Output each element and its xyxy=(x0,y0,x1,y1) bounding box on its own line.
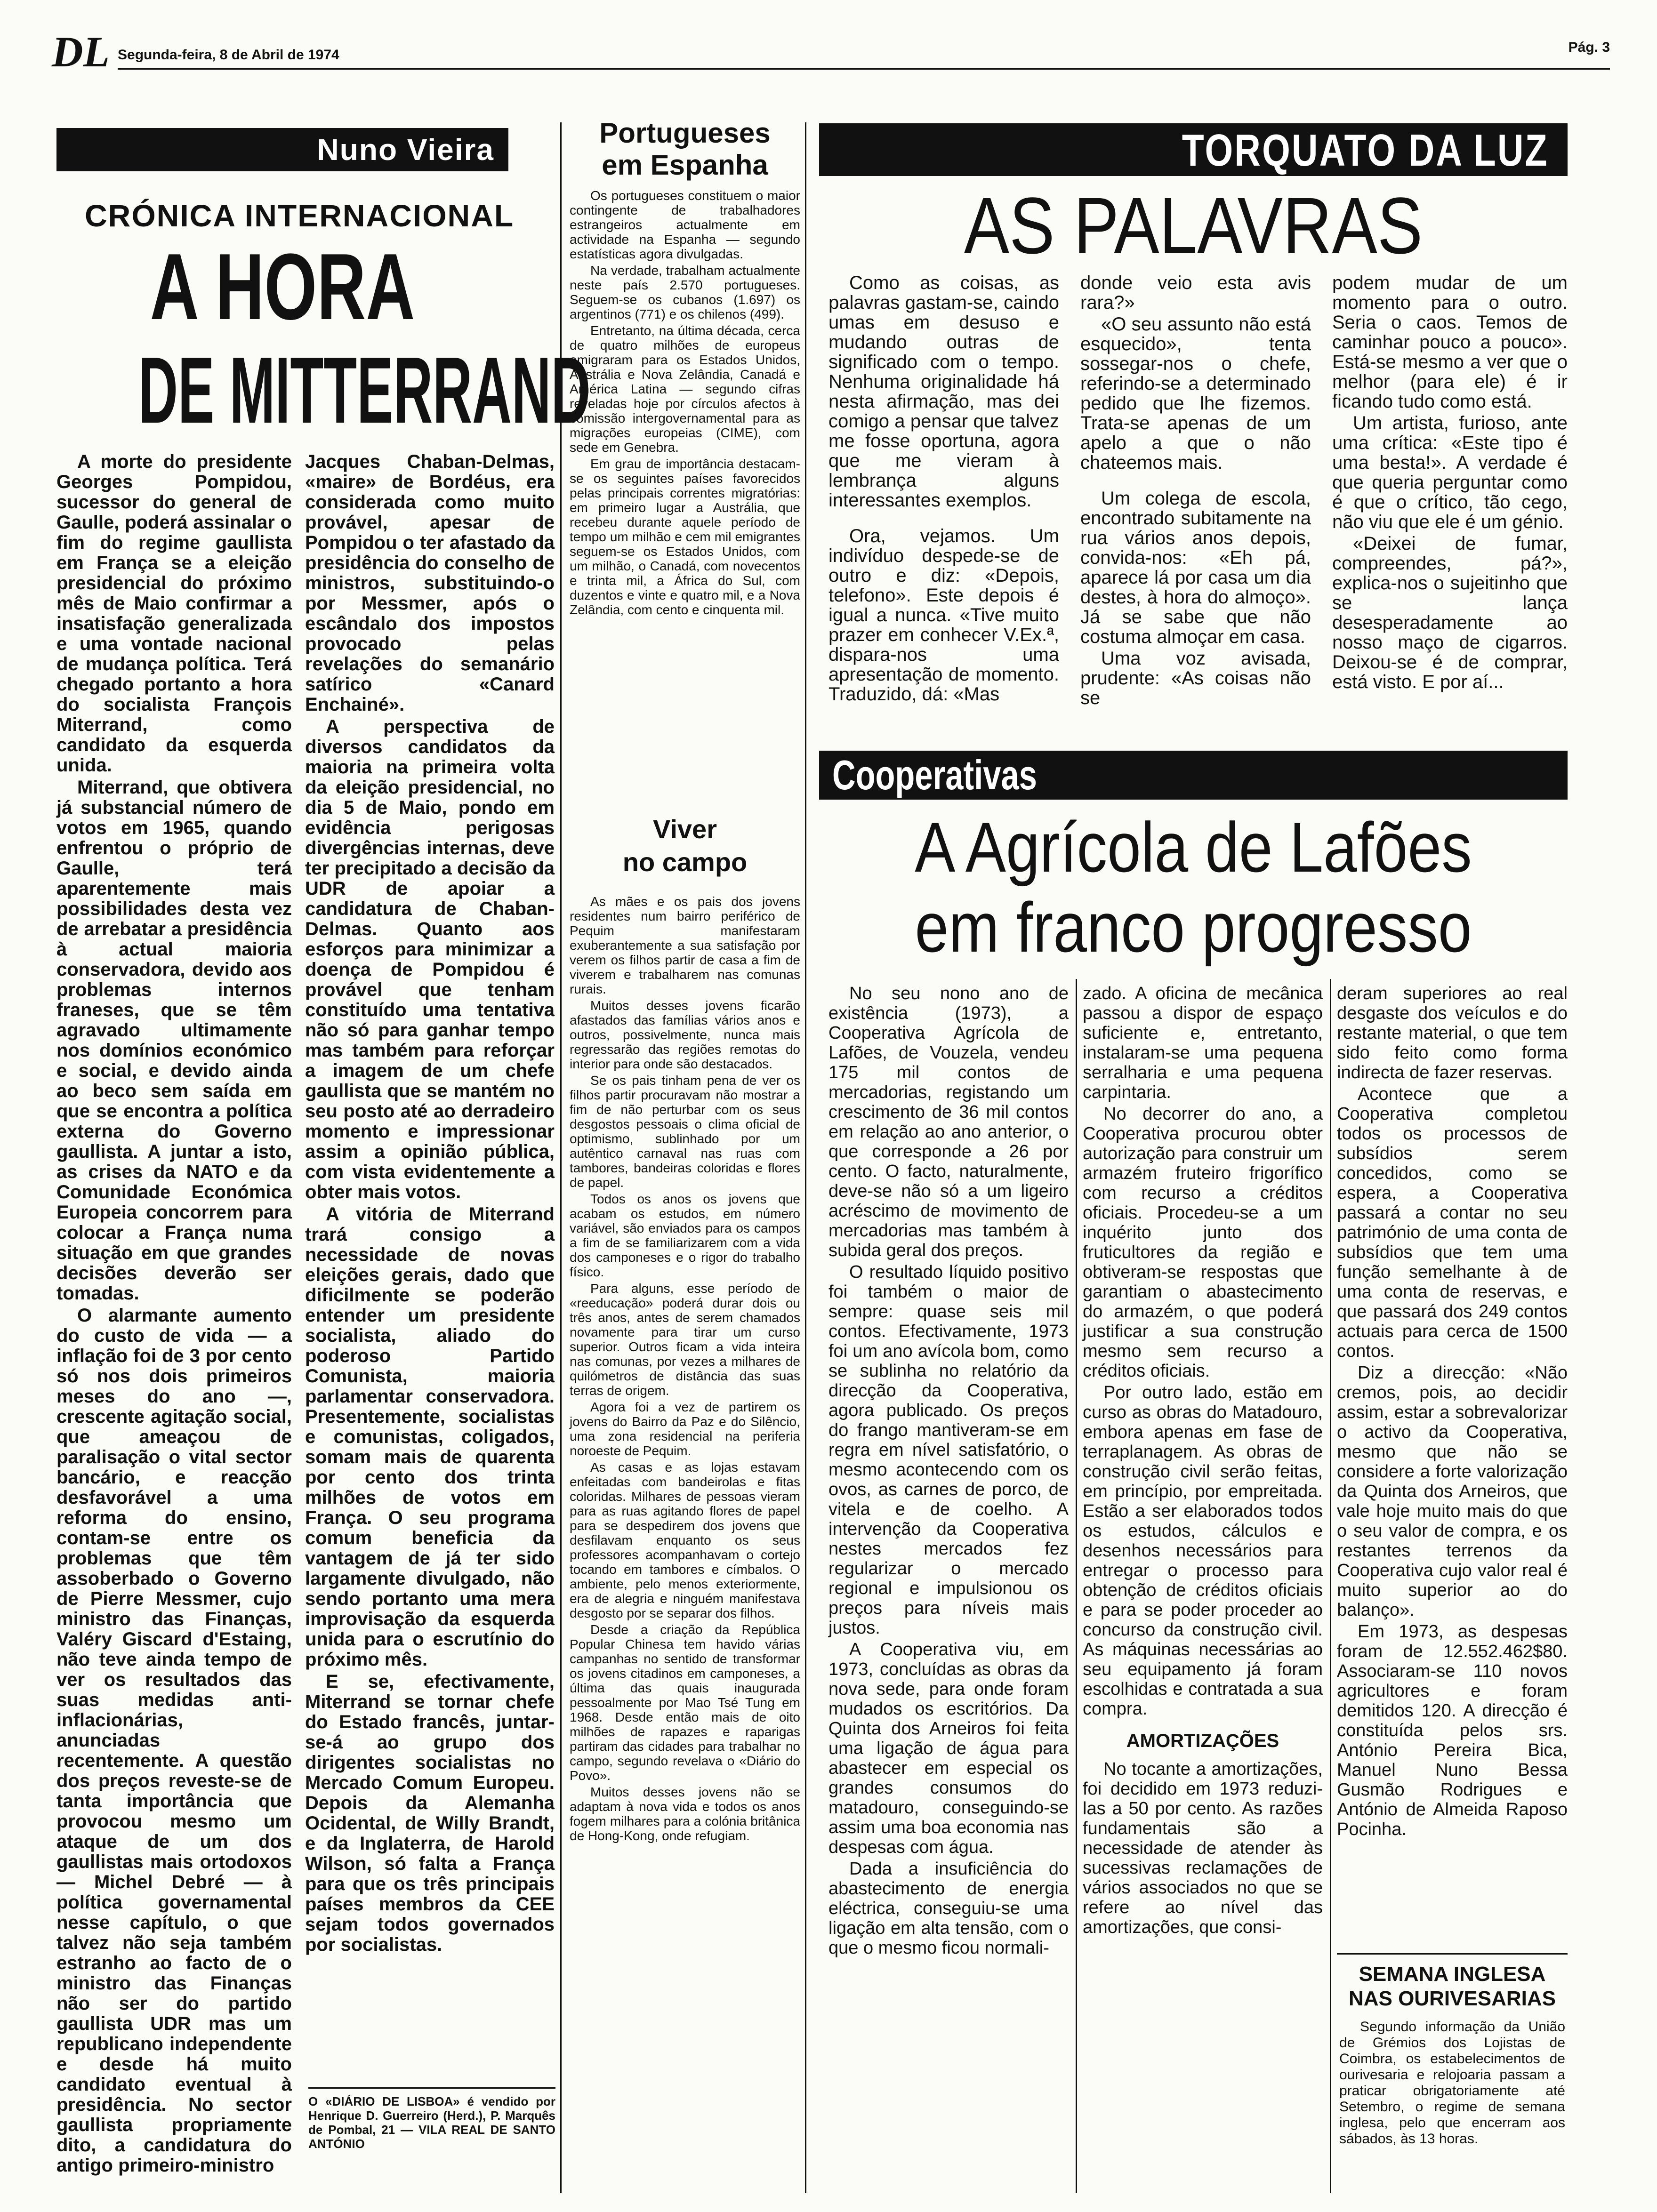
campo-column xyxy=(570,894,800,1845)
paragraph: Os portugueses constituem o maior contingente de trabalhadores estrangeiros actualmente em actividade na Espanha — segundo estatísticas agora divulgadas. xyxy=(570,188,800,261)
distributor-notice: O «DIÁRIO DE LISBOA» é vendido por Henrique D. Guerreiro (Herd.), P. Marquês de Pombal, 21 — VILA REAL DE SANTO ANTÓNIO xyxy=(308,2094,555,2151)
palavras-column-3 xyxy=(1332,273,1568,694)
subhead-amortizacoes: AMORTIZAÇÕES xyxy=(1126,1731,1279,1751)
paragraph: Ora, vejamos. Um indivíduo despede-se de outro e diz: «Depois, telefono». Este depois é igual a nunca. «Tive muito prazer em conhecer V.Ex.ª, dispara-nos uma apresentação de momento. Traduzido, dá: «Mas xyxy=(828,526,1059,705)
headline-line-2: DE MITTERRAND xyxy=(138,338,591,443)
paragraph: Uma voz avisada, prudente: «As coisas não se xyxy=(1080,648,1311,708)
paragraph: O alarmante aumento do custo de vida — a inflação foi de 3 por cento só nos dois primeiros meses do ano —, crescente agitação social, que ameaçou de paralisação o vital sector bancário, e reacção desfavorável a uma reforma do ensino, contam-se entre os problemas que têm assoberbado o Governo de Pierre Messmer, cujo ministro das Finanças, Valéry Giscard d'Estaing, não teve ainda tempo de ver os resultados das suas medidas anti-inflacionárias, anunciadas recentemente. A questão dos preços reveste-se de tanta importância que provocou mesmo um ataque de um dos gaullistas mais ortodoxos — Michel Debré — à política governamental nesse capítulo, o que talvez não seja também estranho ao facto de o ministro das Finanças não ser do partido gaullista UDR mas um republicano independente e desde há muito candidato eventual à presidência. No sector gaullista propriamente dito, a candidatura do antigo primeiro-ministro xyxy=(56,1305,292,2176)
paragraph: Muitos desses jovens ficarão afastados das famílias vários anos e outros, possivelmente, nunca mais regressarão das regiões remotas do interior para onde são destacados. xyxy=(570,998,800,1071)
campo-title-1: Viver xyxy=(653,814,717,844)
paragraph: deram superiores ao real desgaste dos veículos e do restante material, o que tem sido feito como forma indirecta de fazer reservas. xyxy=(1337,984,1568,1082)
lafoes-headline-2: em franco progresso xyxy=(915,888,1472,967)
column-rule xyxy=(1076,979,1077,2193)
box-rule xyxy=(1337,1953,1568,1955)
palavras-headline: AS PALAVRAS xyxy=(964,181,1423,271)
paragraph: Um colega de escola, encontrado subitamente na rua vários anos depois, convida-nos: «Eh pá, aparece lá por casa um dia destes, à hora do almoço». Já se sabe que não costuma almoçar em casa. xyxy=(1080,488,1311,647)
palavras-column-1 xyxy=(828,273,1059,706)
lafoes-column-2 xyxy=(1083,984,1323,1939)
author-name: TORQUATO DA LUZ xyxy=(1182,125,1549,176)
paragraph: Para alguns, esse período de «reeducação» poderá durar dois ou três anos, antes de serem chamados novamente para tirar um curso superior. Outros ficam a vida inteira nas comunas, por vezes a milhares de quilómetros de distância das suas terras de origem. xyxy=(570,1281,800,1398)
lafoes-column-3 xyxy=(1337,984,1568,1841)
paragraph: No seu nono ano de existência (1973), a Cooperativa Agrícola de Lafões, de Vouzela, vendeu 175 mil contos de mercadorias, registando um crescimento de 36 mil contos em relação ao ano anterior, o que corresponde a 26 por cento. O facto, naturalmente, deve-se não só a um ligeiro acréscimo de movimento de mercadorias mas também à subida geral dos preços. xyxy=(828,984,1069,1260)
semana-text: Segundo informação da União de Grémios dos Lojistas de Coimbra, os estabelecimentos de ourivesaria e relojoaria passam a praticar obrigatoriamente até Setembro, o regime de semana inglesa, pelo que encerram aos sábados, às 13 horas. xyxy=(1339,2019,1565,2147)
header-rule xyxy=(118,68,1610,70)
paragraph: A perspectiva de diversos candidatos da maioria na primeira volta da eleição presidencial, no dia 5 de Maio, pondo em evidência perigosas divergências internas, deve ter precipitado a decisão da UDR de apoiar a candidatura de Chaban-Delmas. Quanto aos esforços para minimizar a doença de Pompidou é provável que tenham constituído uma tentativa não só para ganhar tempo mas também para reforçar a imagem de um chefe gaullista que se mantém no seu posto até ao derradeiro momento e impressionar assim a opinião pública, com vista evidentemente a obter mais votos. xyxy=(305,716,555,1202)
paragraph: Como as coisas, as palavras gastam-se, caindo umas em desuso e mudando outras de significado com o tempo. Nenhuma originalidade há nesta afirmação, mas dei comigo a pensar que talvez me fosse oportuna, agora que me vieram à lembrança alguns interessantes exemplos. xyxy=(828,272,1059,511)
section-bar-cooperativas xyxy=(819,751,1568,800)
paragraph: Agora foi a vez de partirem os jovens do Bairro da Paz e do Silêncio, uma zona residencial na periferia noroeste de Pequim. xyxy=(570,1400,800,1458)
section-label: Cooperativas xyxy=(832,752,1037,798)
paragraph: Em grau de importância destacam-se os seguintes países favorecidos pelas principais correntes migratórias: em primeiro lugar a Austrália, que recebeu durante aquele período de tempo um milhão e cem mil emigrantes seguem-se os Estados Unidos, com um milhão, o Canadá, com novecentos e trinta mil, a África do Sul, com duzentos e vinte e quatro mil, e a Nova Zelândia, com cento e cinquenta mil. xyxy=(570,457,800,617)
paragraph: A morte do presidente Georges Pompidou, sucessor do general de Gaulle, poderá assinalar o fim do regime gaullista em França se a eleição presidencial do próximo mês de Maio confirmar a insatisfação generalizada e uma vontade nacional de mudança política. Terá chegado portanto a hora do socialista François Miterrand, como candidato da esquerda unida. xyxy=(56,451,292,776)
paragraph: «Deixei de fumar, compreendes, pá?», explica-nos o sujeitinho que se lança desesperadamente ao nosso maço de cigarros. Deixou-se é de comprar, está visto. E por aí... xyxy=(1332,533,1568,692)
column-rule xyxy=(805,122,806,2193)
paragraph: As mães e os pais dos jovens residentes num bairro periférico de Pequim manifestaram exuberantemente a sua satisfação por verem os filhos partir de casa a fim de viverem e trabalharem nas comunas rurais. xyxy=(570,894,800,996)
paragraph: Em 1973, as despesas foram de 12.552.462$80. Associaram-se 110 novos agricultores e foram demitidos 120. A direcção é constituída pelos srs. António Pereira Bica, Manuel Nuno Bessa Gusmão Rodrigues e António de Almeida Raposo Pocinha. xyxy=(1337,1622,1568,1839)
author-bar-torquato-da-luz xyxy=(819,123,1568,176)
paragraph: A Cooperativa viu, em 1973, concluídas as obras da nova sede, para onde foram mudados os escritórios. Da Quinta dos Arneiros foi feita uma ligação de água para abastecer em especial os grandes consumos do matadouro, conseguindo-se assim uma boa economia nas despesas com água. xyxy=(828,1640,1069,1857)
paragraph: Acontece que a Cooperativa completou todos os processos de subsídios serem concedidos, como se espera, a Cooperativa passará a contar no seu património de uma conta de subsídios que tem uma função semelhante à de uma conta de reservas, e que passará dos 249 contos actuais para cerca de 1500 contos. xyxy=(1337,1084,1568,1361)
portugueses-column xyxy=(570,188,800,619)
page-header xyxy=(52,28,1610,76)
paragraph: Miterrand, que obtivera já substancial número de votos em 1965, quando enfrentou o próprio de Gaulle, terá aparentemente mais possibilidades desta vez de arrebatar a presidência à actual maioria conservadora, devido aos problemas internos franeses, que se têm agravado ultimamente nos domínios económico e social, e devido ainda ao beco sem saída em que se encontra a política externa do Governo gaullista. A juntar a isto, as crises da NATO e da Comunidade Económica Europeia concorrem para colocar a França numa situação em que grandes decisões deverão ser tomadas. xyxy=(56,777,292,1304)
paragraph: «O seu assunto não está esquecido», tenta sossegar-nos o chefe, referindo-se a determinado pedido que lhe fizemos. Trata-se apenas de um apelo a que o não chateemos mais. xyxy=(1080,314,1311,473)
paragraph: Um artista, furioso, ante uma crítica: «Este tipo é uma besta!». A verdade é que queria perguntar como é que o crítico, tão cego, não viu que ele é um génio. xyxy=(1332,413,1568,532)
semana-title-1: SEMANA INGLESA xyxy=(1359,1963,1546,1986)
headline-line-1: A HORA xyxy=(150,234,415,339)
paragraph: No decorrer do ano, a Cooperativa procurou obter autorização para construir um armazém fruteiro frigorífico com recurso a créditos oficiais. Procedeu-se a um inquérito junto dos fruticultores da região e obtiveram-se respostas que garantiam o abastecimento do armazém, o que poderá justificar a sua construção mesmo sem recurso a créditos oficiais. xyxy=(1083,1104,1323,1381)
mitterrand-column-2 xyxy=(305,452,555,1957)
portugueses-title-1: Portugueses xyxy=(599,117,771,149)
newspaper-logo: DL xyxy=(52,28,110,76)
page-number: Pág. 3 xyxy=(1568,40,1610,55)
paragraph: zado. A oficina de mecânica passou a dispor de espaço suficiente e, entretanto, instalaram-se uma pequena serralharia e uma pequena carpintaria. xyxy=(1083,984,1323,1102)
lafoes-column-1 xyxy=(828,984,1069,1960)
paragraph: Jacques Chaban-Delmas, «maire» de Bordéus, era considerada como muito provável, apesar de Pompidou o ter afastado da presidência do conselho de ministros, substituindo-o por Messmer, após o escândalo dos impostos provocado pelas revelações do semanário satírico «Canard Enchainé». xyxy=(305,451,555,715)
paragraph: No tocante a amortizações, foi decidido em 1973 reduzi-las a 50 por cento. As razões fundamentais são a necessidade de atender às sucessivas reclamações de vários associados no que se refere ao nível das amortizações, que consi- xyxy=(1083,1759,1323,1937)
semana-title-2: NAS OURIVESARIAS xyxy=(1348,1987,1556,2010)
paragraph: podem mudar de um momento para o outro. Seria o caos. Temos de caminhar pouco a pouco». Está-se mesmo a ver que o melhor (para ele) é ir ficando tudo como está. xyxy=(1332,272,1568,412)
paragraph: A vitória de Miterrand trará consigo a necessidade de novas eleições gerais, dado que dificilmente se poderão entender um presidente socialista, aliado do poderoso Partido Comunista, maioria parlamentar conservadora. Presentemente, socialistas e comunistas, coligados, somam mais de quarenta por cento dos trinta milhões de votos em França. O seu programa comum beneficia da vantagem de já ter sido largamente divulgado, não sendo portanto uma mera improvisação da esquerda unida para o escrutínio do próximo mês. xyxy=(305,1204,555,1670)
lafoes-headline-1: A Agrícola de Lafões xyxy=(915,808,1472,887)
column-rule xyxy=(1330,979,1331,2193)
paragraph: Por outro lado, estão em curso as obras do Matadouro, embora apenas em fase de terraplanagem. As obras de construção civil serão feitas, em princípio, por empreitada. Estão a ser elaborados todos os estudos, cálculos e desenhos necessários para entregar o processo para obtenção de créditos oficiais e para se poder proceder ao concurso da construção civil. As máquinas necessárias ao seu equipamento já foram escolhidas e contratada a sua compra. xyxy=(1083,1383,1323,1719)
paragraph: Diz a direcção: «Não cremos, pois, ao decidir assim, estar a sobrevalorizar o activo da Cooperativa, mesmo que não se considere a forte valorização da Quinta dos Arneiros, que vale hoje muito mais do que o seu valor de compra, e os restantes terrenos da Cooperativa cujo valor real é muito superior ao do balanço». xyxy=(1337,1363,1568,1620)
paragraph: E se, efectivamente, Miterrand se tornar chefe do Estado francês, juntar-se-á ao grupo dos dirigentes socialistas no Mercado Comum Europeu. Depois da Alemanha Ocidental, de Willy Brandt, e da Inglaterra, de Harold Wilson, só falta a França para que os três principais países membros da CEE sejam todos governados por socialistas. xyxy=(305,1671,555,1955)
palavras-column-2 xyxy=(1080,273,1311,710)
paragraph: Desde a criação da República Popular Chinesa tem havido várias campanhas no sentido de transformar os jovens citadinos em camponeses, a última das quais inaugurada pessoalmente por Mao Tsé Tung em 1968. Desde então mais de oito milhões de rapazes e raparigas partiram das cidades para trabalhar no campo, segundo revelava o «Diário do Povo». xyxy=(570,1622,800,1783)
paragraph: Dada a insuficiência do abastecimento de energia eléctrica, conseguiu-se uma ligação em alta tensão, com o que o mesmo ficou normali- xyxy=(828,1859,1069,1958)
author-name: Nuno Vieira xyxy=(317,133,494,167)
notice-rule xyxy=(308,2087,555,2089)
section-label: CRÓNICA INTERNACIONAL xyxy=(85,198,515,233)
portugueses-title-2: em Espanha xyxy=(602,149,768,181)
column-rule xyxy=(560,122,562,2193)
issue-date: Segunda-feira, 8 de Abril de 1974 xyxy=(118,47,339,63)
paragraph: Muitos desses jovens não se adaptam à nova vida e todos os anos fogem milhares para a colónia britânica de Hong-Kong, onde refugiam. xyxy=(570,1785,800,1843)
paragraph: Na verdade, trabalham actualmente neste país 2.570 portugueses. Seguem-se os cubanos (1.697) os argentinos (771) e os chilenos (499). xyxy=(570,263,800,321)
paragraph: O resultado líquido positivo foi também o maior de sempre: quase seis mil contos. Efectivamente, 1973 foi um ano avícola bom, como se sublinha no relatório da direcção da Cooperativa, agora publicado. Os preços do frango mantiveram-se em regra em nível satisfatório, o mesmo acontecendo com os ovos, as carnes de porco, de vitela e de coelho. A intervenção da Cooperativa nestes mercados fez regularizar o mercado regional e impulsionou os preços para níveis mais justos. xyxy=(828,1262,1069,1638)
paragraph: Se os pais tinham pena de ver os filhos partir procuravam não mostrar a fim de não perturbar com os seus desgostos pessoais o clima oficial de optimismo, sublinhado por um autêntico carnaval nas ruas com tambores, bandeiras coloridas e flores de papel. xyxy=(570,1073,800,1190)
mitterrand-column-1 xyxy=(56,452,292,2178)
campo-title-2: no campo xyxy=(622,847,748,877)
paragraph: donde veio esta avis rara?» xyxy=(1080,272,1311,313)
paragraph: As casas e as lojas estavam enfeitadas com bandeirolas e fitas coloridas. Milhares de pessoas vieram para as ruas agitando flores de papel para se despedirem dos jovens que desfilavam enquanto os seus professores acompanhavam o cortejo tocando em tambores e címbalos. O ambiente, pelo menos exteriormente, era de alegria e ninguém manifestava desgosto por se separar dos filhos. xyxy=(570,1460,800,1620)
paragraph: Entretanto, na última década, cerca de quatro milhões de europeus emigraram para os Estados Unidos, Austrália e Nova Zelândia, Canadá e América Latina — segundo cifras reveladas hoje por círculos afectos à comissão intergovernamental para as migrações europeias (CIME), com sede em Genebra. xyxy=(570,323,800,455)
author-bar-nuno-vieira xyxy=(56,128,508,171)
paragraph: Todos os anos os jovens que acabam os estudos, em número variável, são enviados para os campos a fim de se familiarizarem com a vida dos camponeses e o rigor do trabalho físico. xyxy=(570,1192,800,1279)
